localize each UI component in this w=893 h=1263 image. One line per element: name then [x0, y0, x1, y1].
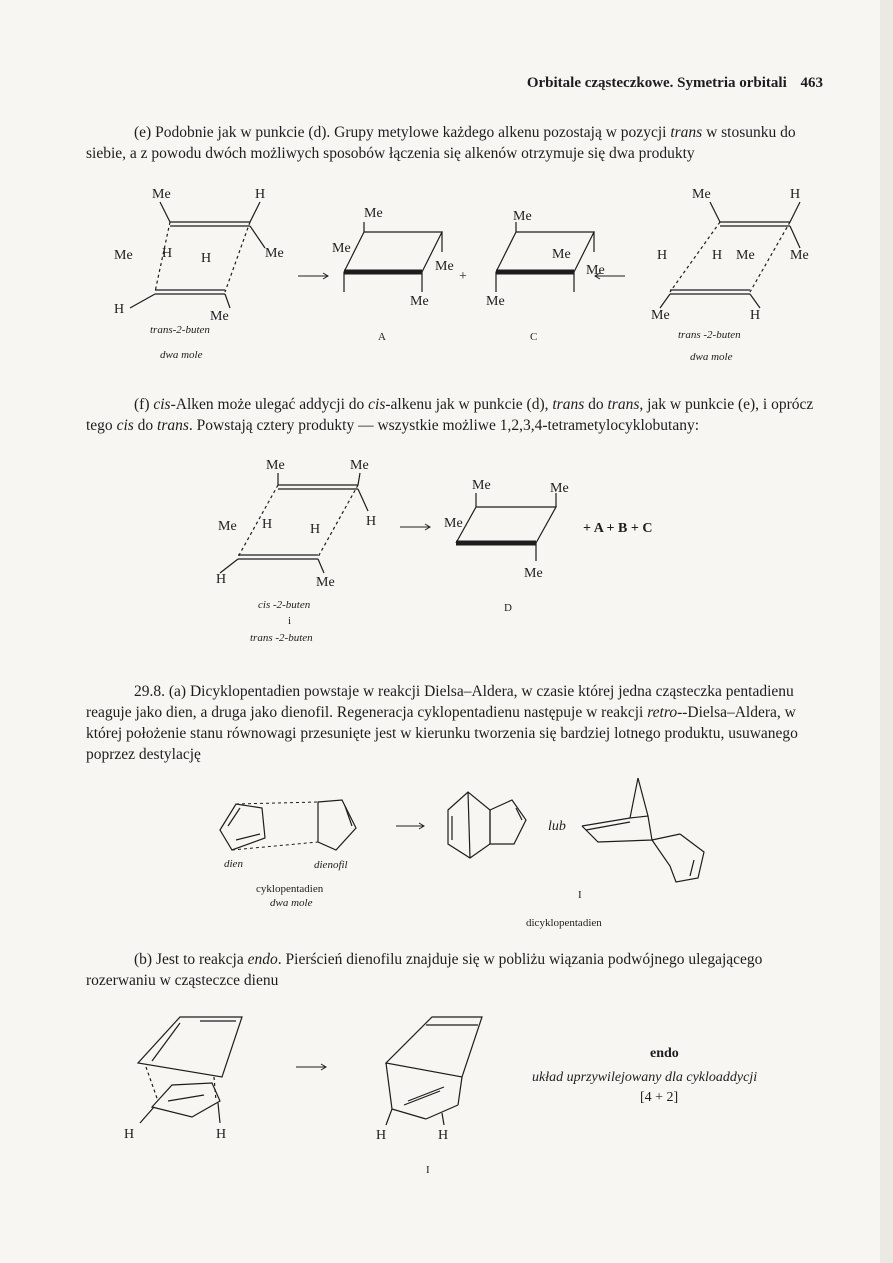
endo-adduct	[386, 1017, 482, 1125]
paragraph-29-8: 29.8. (a) Dicyklopentadien powstaje w reakcji Dielsa–Aldera, w czasie której jedna cząsteczka pentadienu reaguje jako dien, a druga jako dienofil. Regeneracja cyklopentadienu następuje w reakcji retro--Dielsa–Aldera, w której położenie stanu równowagi przesunięte jest w kierunku tworzenia się bardziej lotnego produktu, usuwanego poprzez destylację	[86, 683, 798, 763]
atom-me: Me	[550, 481, 569, 496]
label-i: I	[578, 889, 582, 901]
caption-right: trans -2-buten	[678, 329, 741, 341]
atom-me: Me	[736, 248, 755, 263]
atom-me: Me	[332, 241, 351, 256]
atom-h: H	[262, 517, 273, 532]
running-header	[527, 75, 823, 92]
trans-butene-pair-left	[130, 202, 265, 308]
atom-me: Me	[651, 308, 670, 323]
atom-me: Me	[210, 309, 229, 324]
figure-f-reaction	[200, 455, 720, 655]
label-i: I	[426, 1164, 430, 1176]
atom-me: Me	[472, 478, 491, 493]
atom-h: H	[162, 246, 173, 261]
atom-me: Me	[586, 263, 605, 278]
header-title: Orbitale cząsteczkowe. Symetria orbitali	[526, 75, 787, 91]
figure-b-endo	[110, 1005, 830, 1185]
atom-me: Me	[152, 187, 171, 202]
atom-me: Me	[552, 247, 571, 262]
atom-h: H	[310, 522, 321, 537]
label-c: C	[530, 331, 538, 343]
arrow-right	[298, 273, 328, 279]
figure-29-8-reaction	[200, 770, 760, 930]
atom-h: H	[216, 572, 227, 587]
atom-h: H	[376, 1128, 387, 1143]
caption-right-sub: dwa mole	[690, 351, 733, 363]
caption-left-sub: dwa mole	[160, 349, 203, 361]
atom-me: Me	[364, 206, 383, 221]
caption-cyclopentadiene: cyklopentadien	[256, 883, 324, 895]
atom-me: Me	[524, 566, 543, 581]
arrow-right	[296, 1064, 326, 1070]
product-sum: + A + B + C	[583, 521, 653, 536]
atom-me: Me	[350, 458, 369, 473]
atom-h: H	[712, 248, 723, 263]
atom-me: Me	[486, 294, 505, 309]
atom-h: H	[438, 1128, 449, 1143]
trans-butene-pair-right	[660, 202, 800, 308]
label-dien: dien	[224, 858, 243, 870]
caption-two-moles: dwa mole	[270, 897, 313, 909]
endo-transition-left	[138, 1017, 242, 1123]
atom-h: H	[657, 248, 668, 263]
cyclobutane-c	[496, 222, 594, 292]
caption-trans: trans -2-buten	[250, 632, 313, 644]
cyclopentadiene-dienophile	[318, 800, 356, 850]
arrow-right	[400, 524, 430, 530]
page-number: 463	[800, 75, 823, 91]
label-dienofil: dienofil	[314, 859, 348, 871]
atom-me: Me	[444, 516, 463, 531]
cycloaddition-bracket: [4 + 2]	[640, 1090, 679, 1105]
atom-me: Me	[266, 458, 285, 473]
caption-dicyclopentadiene: dicyklopentadien	[526, 917, 602, 929]
label-d: D	[504, 602, 512, 614]
endo-title: endo	[650, 1046, 679, 1061]
cyclobutane-d	[456, 493, 556, 561]
atom-me: Me	[692, 187, 711, 202]
atom-me: Me	[265, 246, 284, 261]
atom-h: H	[216, 1127, 227, 1142]
atom-h: H	[255, 187, 266, 202]
figure-e-reaction	[100, 180, 840, 370]
label-lub: lub	[548, 819, 566, 834]
page-edge-shadow	[880, 0, 893, 1263]
plus-sign: +	[459, 269, 467, 284]
cis-trans-butene-pair	[220, 473, 368, 573]
caption-and: i	[288, 615, 292, 627]
label-a: A	[378, 331, 386, 343]
atom-h: H	[124, 1127, 135, 1142]
cyclopentadiene-diene	[220, 804, 265, 850]
paragraph-e: (e) Podobnie jak w punkcie (d). Grupy metylowe każdego alkenu pozostają w pozycji trans w stosunku do siebie, a z powodu dwóch możliwych sposobów łączenia się alkenów otrzymuje się dwa produkty	[86, 124, 796, 162]
caption-cis: cis -2-buten	[258, 599, 311, 611]
atom-h: H	[790, 187, 801, 202]
dicyclopentadiene-flat	[448, 792, 526, 858]
atom-me: Me	[513, 209, 532, 224]
caption-left: trans-2-buten	[150, 324, 210, 336]
dicyclopentadiene-3d	[582, 778, 704, 882]
atom-me: Me	[790, 248, 809, 263]
atom-me: Me	[435, 259, 454, 274]
atom-me: Me	[218, 519, 237, 534]
atom-h: H	[750, 308, 761, 323]
endo-note: układ uprzywilejowany dla cykloaddycji	[532, 1070, 758, 1085]
atom-me: Me	[114, 248, 133, 263]
arrow-right	[396, 823, 424, 829]
atom-me: Me	[410, 294, 429, 309]
atom-h: H	[201, 251, 212, 266]
atom-me: Me	[316, 575, 335, 590]
atom-h: H	[366, 514, 377, 529]
cyclobutane-a	[344, 222, 442, 292]
atom-h: H	[114, 302, 125, 317]
paragraph-f: (f) cis-Alken może ulegać addycji do cis-alkenu jak w punkcie (d), trans do trans, jak w punkcie (e), i oprócz tego cis do trans. Powstają cztery produkty — wszystkie możliwe 1,2,3,4-tetrametylocyklobutany:	[86, 396, 814, 434]
paragraph-b: (b) Jest to reakcja endo. Pierścień dienofilu znajduje się w pobliżu wiązania podwójnego ulegającego rozerwaniu w cząsteczce dienu	[86, 951, 763, 989]
